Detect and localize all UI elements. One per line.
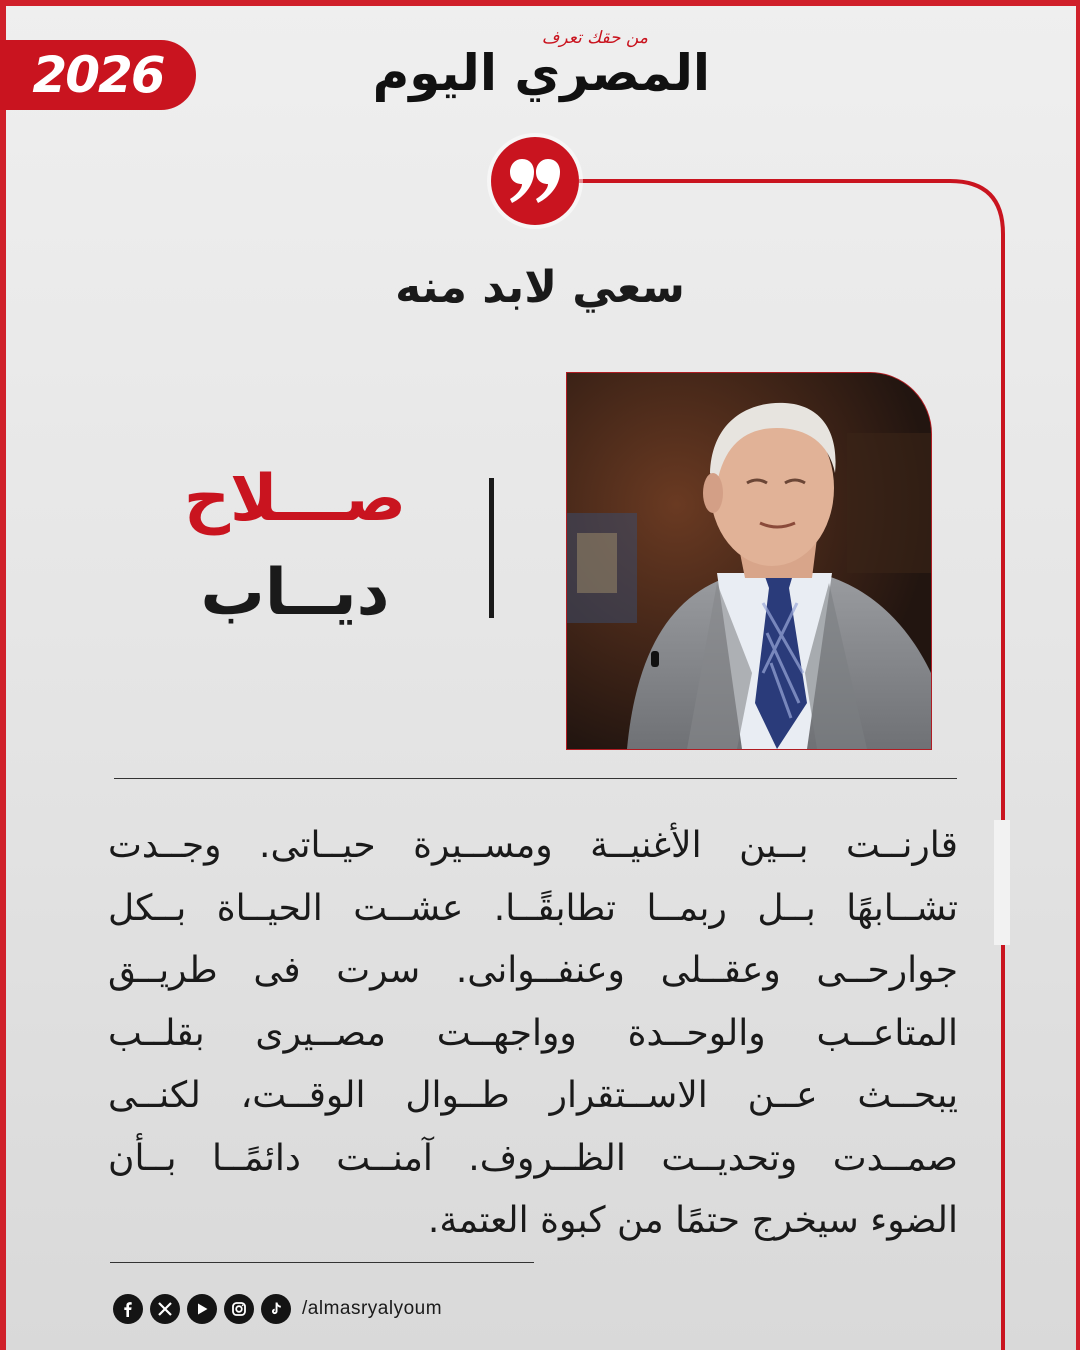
name-divider [489, 478, 494, 618]
divider-top [114, 778, 957, 779]
quote-line: قارنــت بــين الأغنيــة ومســيرة حيــاتى. وجــدت [108, 825, 958, 866]
quote-body [108, 815, 958, 1253]
person-first-name: صـــلاح [183, 462, 407, 536]
person-last-name: ديــاب [200, 556, 390, 630]
quote-line: صمــدت وتحديــت الظــروف. آمنــت دائمًــا بــأن [108, 1137, 958, 1179]
divider-bottom [110, 1262, 534, 1263]
masry-alyoum-logo [372, 26, 710, 106]
logo-tagline: من حقك تعرف [541, 28, 648, 48]
youtube-icon[interactable] [187, 1294, 217, 1324]
social-links [113, 1294, 442, 1324]
x-icon[interactable] [150, 1294, 180, 1324]
year-badge [0, 40, 196, 110]
quote-line: يبحــث عــن الاســتقرار طــوال الوقــت، لكنــى [108, 1075, 958, 1116]
quote-headline: سعي لابد منه [395, 262, 685, 313]
facebook-icon[interactable] [113, 1294, 143, 1324]
portrait-photo [566, 372, 932, 750]
year-label: 2026 [32, 46, 164, 104]
instagram-icon[interactable] [224, 1294, 254, 1324]
quote-line: المتاعــب والوحــدة وواجهــت مصــيرى بقلــب [108, 1012, 958, 1054]
quote-mark-icon [491, 137, 579, 225]
social-handle[interactable]: /almasryalyoum [302, 1298, 443, 1319]
tiktok-icon[interactable] [261, 1294, 291, 1324]
quote-line: الضوء سيخرج حتمًا من كبوة العتمة. [427, 1200, 958, 1241]
quote-line: جوارحــى وعقــلى وعنفــوانى. سرت فى طريــق [108, 950, 958, 991]
logo-wordmark: المصري اليوم [372, 44, 710, 102]
quote-line: تشــابهًا بــل ربمــا تطابقًــا. عشــت الحيــاة بــكل [108, 887, 958, 929]
